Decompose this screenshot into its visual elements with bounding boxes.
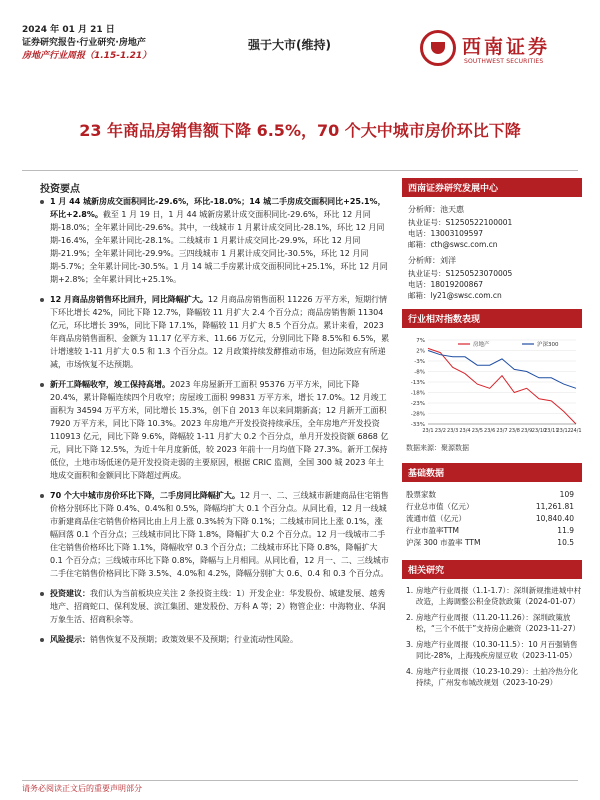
related-item[interactable]: [406, 639, 582, 661]
basics-table: [406, 488, 578, 548]
research-center-heading: 西南证券研究发展中心: [402, 178, 582, 197]
y-tick-label: -18%: [410, 390, 425, 397]
table-row: [406, 488, 578, 500]
report-type: 证券研究报告·行业研究·房地产: [22, 38, 146, 48]
paragraph-lead: 1 月 44 城新房成交面积同比-29.6%，环比-18.0%；14 城二手房成交面积同比+25.1%，环比+2.8%。: [50, 197, 386, 219]
paragraph-lead: 70 个大中城市房价环比下降，二手房同比降幅扩大。: [50, 491, 240, 500]
paragraph-lead: 投资建议：: [50, 589, 90, 598]
analyst-phone: 电话：18019200867: [408, 280, 483, 289]
analyst-email[interactable]: 邮箱：ly21@swsc.com.cn: [408, 291, 502, 300]
y-tick-label: 2%: [416, 348, 425, 355]
basics-label: 流通市值（亿元）: [406, 513, 466, 523]
bullet-icon: [40, 494, 44, 498]
paragraph-text: 12 月商品房销售面积 11226 万平方米，短期行情下环比增长 42%，同比下降 12.7%，降幅较 11 月扩大 2.4 个百分点；商品房销售额 11304 亿元，环比增长 39%，同比下降 17.1%，降幅较 11 月扩大 8.5 个百分点。累计来看，2023 年商品房销售面积、金额为 11.17 亿平方米、11.66 万亿元，分别同比下降 8.5%和 6.5%，累计增速较 1-11 月扩大 0.5 和 1.3 个百分点。12 月政策持续发酵推动市场，但边际效应有所递减，市场恢复不达预期。: [50, 295, 390, 369]
paragraph-text: 12 月一、二、三线城市新建商品住宅销售价格分别环比下降 0.4%、0.4%和 0.5%，降幅均扩大 0.1 个百分点。从同比看，12 月一线城市新建商品住宅销售价格同比由上月上涨 0.3%转为下降 0.1%；二线城市同比上涨 0.1%，涨幅回落 0.1 个百分点；三线城市同比下降 1.8%，降幅扩大 0.2 个百分点。12 月一线城市二手住宅销售价格环比下降 1.1%，降幅收窄 0.3 个百分点；二线城市环比下降 0.8%，降幅扩大 0.1 个百分点；三线城市环比下降 0.8%，降幅与上月相同。从同比看，12 月一、二、三线城市二手住宅销售价格同比下降 3.5%、4.0%和 4.2%，降幅分别扩大 0.6、0.4 和 0.3 个百分点。: [50, 491, 389, 578]
basics-label: 沪深 300 市盈率 TTM: [406, 537, 481, 547]
related-item[interactable]: [406, 585, 582, 607]
logo-mark-icon: [420, 30, 456, 66]
bullet-icon: [40, 298, 44, 302]
summary-body: [40, 195, 390, 653]
x-tick-label: 23/12: [556, 428, 571, 434]
paragraph-text: 2023 年房屋新开工面积 95376 万平方米，同比下降 20.4%，累计降幅连续四个月收窄；房屋竣工面积 99831 万平方米，增长 17.0%。12 月竣工面积为 34594 万平方米，同比增长 15.3%，创下自 2013 年以来同期新高；12 月新开工面积 7920 万平方米，同比下降 10.3%。2023 年房地产开发投资持续承压，全年房地产开发投资 110913 亿元，同比下降 9.6%，降幅较 1-11 月扩大 0.2 个百分点，单月开发投资额 6868 亿元，同比下降 12.5%，为近十年月度新低，较 2023 年前十一月均值下降 27.3%。新开工保持低位，土地市场低迷仍是开发投资走弱的主要原因，根据 CRIC 监测，全国 300 城 2023 年土地成交面积和金额同比下降超过两成。: [50, 380, 389, 480]
x-tick-label: 23/10: [531, 428, 547, 434]
rating-label: 强于大市(维持): [248, 38, 331, 52]
related-item[interactable]: [406, 666, 582, 688]
summary-paragraph: [40, 587, 390, 626]
related-list: [402, 585, 582, 688]
analyst-cert: 执业证号：S1250522100001: [408, 218, 513, 227]
analyst-phone: 电话：13003109597: [408, 229, 483, 238]
analyst-name: 分析师：池天惠: [408, 205, 464, 214]
y-tick-label: -8%: [414, 369, 425, 376]
table-row: [406, 524, 578, 536]
analyst-info: [402, 268, 582, 301]
y-tick-label: -13%: [410, 380, 425, 386]
x-tick-label: 23/4: [459, 428, 471, 434]
x-tick-label: 23/6: [484, 428, 496, 434]
analyst-cert: 执业证号：S1250523070005: [408, 269, 513, 278]
report-title: 23 年商品房销售额下降 6.5%，70 个大中城市房价环比下降: [79, 121, 521, 140]
basics-label: 股票家数: [406, 489, 436, 499]
footer-divider: [22, 780, 578, 781]
perf-chart: [402, 334, 582, 440]
series-line-property: [428, 348, 576, 424]
x-tick-label: 23/1: [422, 428, 434, 434]
basics-value: 11,261.81: [535, 501, 574, 511]
report-subject: 房地产行业周报（1.15-1.21）: [22, 51, 152, 61]
perf-heading: 行业相对指数表现: [402, 309, 582, 328]
basics-value: 109: [559, 489, 574, 499]
logo-en-text: SOUTHWEST SECURITIES: [464, 58, 544, 65]
related-text: 房地产行业周报（1.1-1.7）：深圳新规推进城中村改造，上海调整公积金贷款政策（2024-01-07）: [416, 586, 582, 606]
related-num: 1.: [406, 586, 414, 595]
summary-paragraph: [40, 195, 390, 286]
basics-label: 行业市盈率TTM: [406, 525, 460, 535]
paragraph-lead: 风险提示：: [50, 635, 90, 644]
basics-value: 11.9: [557, 525, 574, 535]
footer-disclaimer: 请务必阅读正文后的重要声明部分: [22, 784, 142, 793]
related-num: 4.: [406, 667, 414, 676]
summary-paragraph: [40, 633, 390, 646]
series-line-csi300: [428, 351, 576, 389]
analyst-info: [402, 217, 582, 250]
y-tick-label: -23%: [410, 401, 425, 407]
legend-label: 沪深300: [537, 342, 559, 348]
basics-label: 行业总市值（亿元）: [406, 501, 474, 511]
paragraph-text: 销售恢复不及预期；政策效果不及预期；行业流动性风险。: [90, 635, 298, 644]
basics-value: 10,840.40: [535, 513, 574, 523]
x-tick-label: 23/3: [447, 428, 459, 434]
report-date: 2024 年 01 月 21 日: [22, 25, 115, 35]
y-tick-label: -28%: [410, 411, 425, 418]
y-tick-label: -33%: [410, 422, 425, 428]
perf-chart-svg: [402, 334, 582, 440]
related-item[interactable]: [406, 612, 582, 634]
table-row: [406, 512, 578, 524]
bullet-icon: [40, 200, 44, 204]
paragraph-lead: 新开工降幅收窄，竣工保持高增。: [50, 380, 170, 389]
paragraph-text: 我们认为当前板块应关注 2 条投资主线：1）开发企业：华发股份、城建发展、越秀地产、招商蛇口、保利发展、滨江集团、建发股份、万科 A 等；2）物管企业：中海物业、华润万象生活、招商积余等。: [50, 589, 386, 624]
basics-heading: 基础数据: [402, 463, 582, 482]
related-heading: 相关研究: [402, 560, 582, 579]
table-row: [406, 500, 578, 512]
y-tick-label: 7%: [416, 338, 425, 344]
summary-paragraph: [40, 489, 390, 580]
x-tick-label: 23/9: [521, 428, 533, 434]
analyst-email[interactable]: 邮箱：cth@swsc.com.cn: [408, 240, 498, 249]
related-num: 2.: [406, 613, 414, 622]
bullet-icon: [40, 383, 44, 387]
summary-paragraph: [40, 293, 390, 371]
related-text: 房地产行业周报（10.30-11.5）：10 月百强销售同比-28%，上海残疾房屋豆收（2023-11-05）: [416, 640, 578, 660]
table-row: [406, 536, 578, 548]
x-tick-label: 24/1: [570, 428, 582, 434]
x-tick-label: 23/5: [471, 428, 483, 434]
related-text: 房地产行业周报（10.23-10.29）：土拍冷热分化持续，广州发布城改规划（2023-10-29）: [416, 667, 578, 687]
paragraph-lead: 12 月商品房销售环比回升，同比降幅扩大。: [50, 295, 208, 304]
company-logo: [420, 30, 588, 74]
related-text: 房地产行业周报（11.20-11.26）：深圳政策放松，“三个不低于”支持房企融资（2023-11-27）: [416, 613, 580, 633]
sidebar: [402, 178, 582, 693]
x-tick-label: 23/11: [544, 428, 559, 434]
bullet-icon: [40, 592, 44, 596]
legend-label: 房地产: [473, 342, 490, 348]
x-tick-label: 23/2: [434, 428, 446, 434]
related-num: 3.: [406, 640, 414, 649]
analyst-name: 分析师：刘洋: [408, 256, 456, 265]
y-tick-label: -3%: [414, 359, 425, 365]
chart-source: 数据来源：聚源数据: [406, 444, 469, 452]
x-tick-label: 23/7: [496, 428, 508, 434]
title-divider: [22, 170, 578, 171]
x-tick-label: 23/8: [508, 428, 520, 434]
paragraph-text: 截至 1 月 19 日，1 月 44 城新房累计成交面积同比-29.6%，环比 12 月同期-18.0%；全年累计同比-29.6%。其中，一线城市 1 月累计成交同比-28.1%，环比 12 月同期-16.4%，全年累计同比-28.1%。二线城市 1 月累计成交同比-29.9%，环比 12 月同期-21.9%；全年累计同比-29.9%。三四线城市 1 月累计成交同比-30.5%，环比 12 月同期-5.7%；全年累计同比-30.5%。1 月 14 城二手房累计成交面积同比+25.1%，环比 12 月同期+2.8%；全年累计同比+25.1%。: [50, 210, 388, 284]
bullet-icon: [40, 638, 44, 642]
basics-value: 10.5: [557, 537, 574, 547]
logo-cn-text: 西南证券: [462, 36, 551, 58]
report-meta: [22, 24, 151, 63]
summary-paragraph: [40, 378, 390, 482]
summary-heading: 投资要点: [40, 184, 80, 195]
